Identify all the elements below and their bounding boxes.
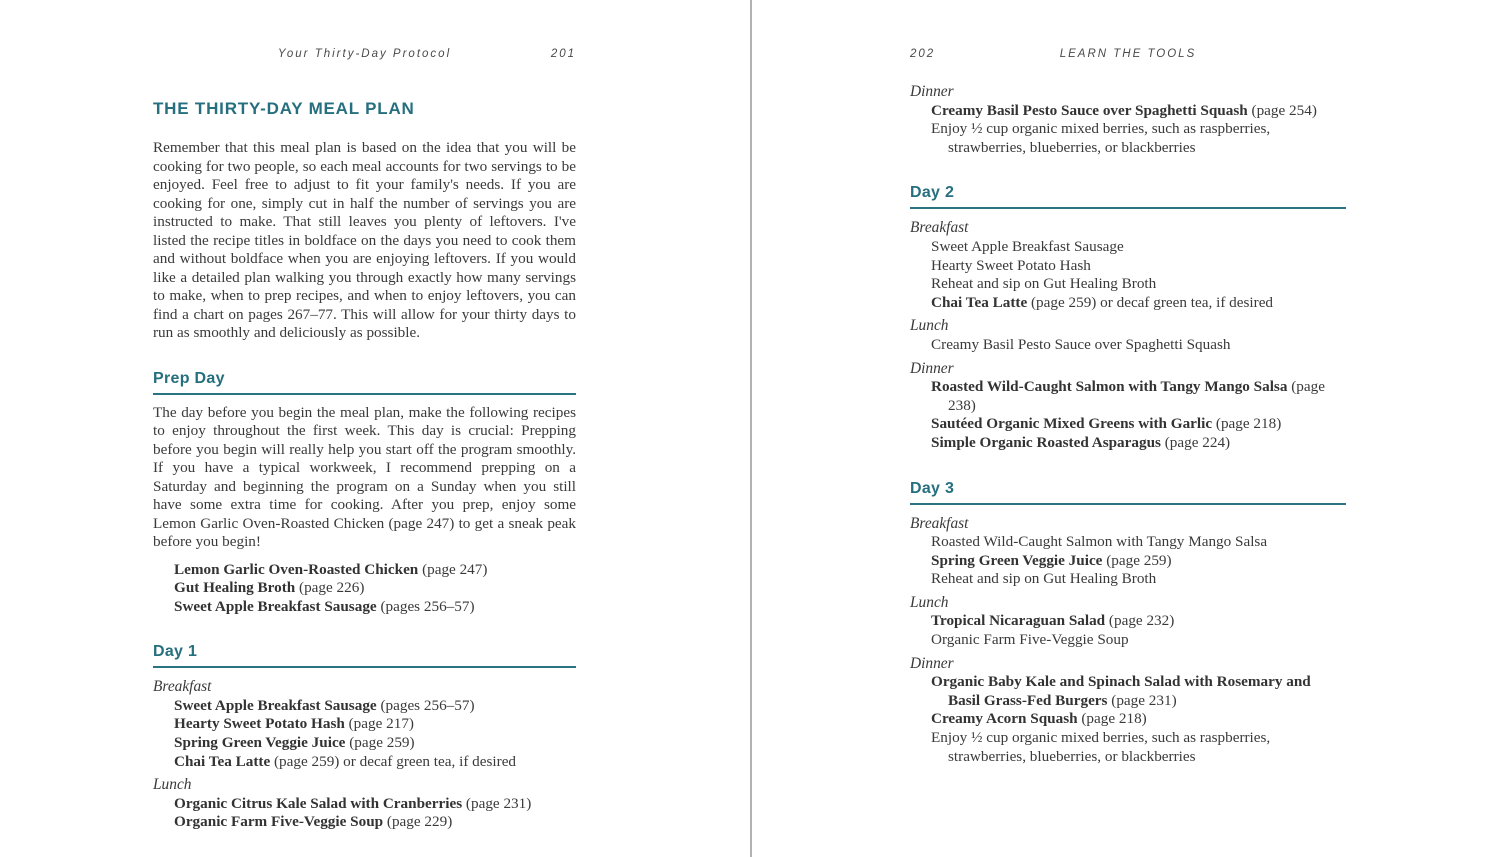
meal-label: Lunch: [153, 776, 192, 794]
recipe-item: Enjoy ½ cup organic mixed berries, such as raspberries, strawberries, blueberries, or blackberries: [931, 120, 1271, 156]
running-head-title: Your Thirty-Day Protocol: [277, 48, 452, 60]
recipe-item: Organic Citrus Kale Salad with Cranberries (page 231): [174, 794, 532, 812]
heading-rule: [153, 393, 576, 395]
recipe-item: Organic Farm Five-Veggie Soup (page 229): [174, 813, 453, 831]
recipe-item: Hearty Sweet Potato Hash (page 217): [174, 715, 414, 733]
recipe-item: Roasted Wild-Caught Salmon with Tangy Mango Salsa (page 238): [931, 378, 1325, 414]
page-right: [752, 0, 1500, 857]
recipe-item: Lemon Garlic Oven-Roasted Chicken (page 247): [174, 560, 488, 578]
recipe-item: Hearty Sweet Potato Hash: [931, 256, 1091, 274]
recipe-item: Chai Tea Latte (page 259) or decaf green tea, if desired: [931, 293, 1274, 311]
section-heading: Prep Day: [153, 369, 225, 387]
recipe-item: Reheat and sip on Gut Healing Broth: [931, 570, 1157, 588]
recipe-item: Creamy Acorn Squash (page 218): [931, 710, 1147, 728]
recipe-item: Tropical Nicaraguan Salad (page 232): [931, 612, 1175, 630]
meal-label: Breakfast: [153, 678, 212, 696]
recipe-item: Sweet Apple Breakfast Sausage (pages 256–57): [174, 696, 475, 714]
left-content: [153, 48, 576, 832]
right-content: [910, 48, 1346, 766]
left-sections: [153, 370, 576, 833]
meal-label: Lunch: [910, 317, 949, 335]
recipe-item: Sautéed Organic Mixed Greens with Garlic (page 218): [931, 415, 1282, 433]
running-head-title: LEARN THE TOOLS: [1059, 48, 1197, 60]
recipe-item: Gut Healing Broth (page 226): [174, 579, 365, 597]
heading-rule: [153, 666, 576, 668]
right-sections: [910, 83, 1346, 766]
heading-rule: [910, 207, 1346, 209]
section-heading: Day 1: [153, 643, 198, 661]
heading-rule: [910, 503, 1346, 505]
recipe-list: [153, 561, 576, 617]
recipe-item: Organic Baby Kale and Spinach Salad with Rosemary and Basil Grass-Fed Burgers (page 231): [931, 673, 1311, 709]
running-head-left: [153, 48, 576, 62]
meal-label: Dinner: [910, 83, 954, 100]
recipe-item: Creamy Basil Pesto Sauce over Spaghetti Squash: [931, 335, 1231, 353]
recipe-item: Organic Farm Five-Veggie Soup: [931, 631, 1129, 649]
chapter-title: THE THIRTY-DAY MEAL PLAN: [153, 99, 415, 118]
recipe-item: Spring Green Veggie Juice (page 259): [931, 551, 1172, 569]
meal-label: Breakfast: [910, 219, 969, 237]
recipe-item: Reheat and sip on Gut Healing Broth: [931, 275, 1157, 293]
recipe-item: Sweet Apple Breakfast Sausage (pages 256–57): [174, 597, 475, 615]
page-number-left: 201: [550, 48, 576, 60]
section-paragraph: The day before you begin the meal plan, make the following recipes to enjoy throughout the first week. This day is crucial: Prepping before you begin will really help you start off the program smoothly. If you have a typical workweek, I recommend prepping on a Saturday and beginning the program on a Sunday when you still have some extra time for cooking. After you prep, enjoy some Lemon Garlic Oven-Roasted Chicken (page 247) to get a sneak peak before you begin!: [153, 403, 576, 550]
section-heading: Day 2: [910, 184, 955, 202]
recipe-item: Chai Tea Latte (page 259) or decaf green tea, if desired: [174, 752, 517, 770]
recipe-item: Roasted Wild-Caught Salmon with Tangy Mango Salsa: [931, 533, 1268, 551]
intro-paragraph: Remember that this meal plan is based on the idea that you will be cooking for two people, so each meal accounts for two servings to be enjoyed. Feel free to adjust to fit your family's needs. If you are cooking for one, simply cut in half the number of servings you are instructed to make. That still leaves you plenty of leftovers. I've listed the recipe titles in boldface on the days you need to cook them and without boldface when you are enjoying leftovers. If you would like a detailed plan walking you through exactly how many servings to make, when to prep recipes, and when to enjoy leftovers, you can find a chart on pages 267–77. This will allow for your thirty days to run as smoothly and deliciously as possible.: [153, 139, 576, 341]
recipe-item: Creamy Basil Pesto Sauce over Spaghetti Squash (page 254): [931, 101, 1317, 119]
recipe-item: Enjoy ½ cup organic mixed berries, such as raspberries, strawberries, blueberries, or blackberries: [931, 729, 1271, 765]
section-heading: Day 3: [910, 479, 955, 497]
recipe-item: Spring Green Veggie Juice (page 259): [174, 734, 415, 752]
recipe-item: Sweet Apple Breakfast Sausage: [931, 237, 1124, 255]
recipe-item: Simple Organic Roasted Asparagus (page 224): [931, 433, 1231, 451]
page-number-right: 202: [910, 48, 936, 60]
meal-label: Dinner: [910, 654, 954, 672]
meal-label: Lunch: [910, 593, 949, 611]
running-head-right: [910, 48, 1346, 62]
meal-label: Breakfast: [910, 514, 969, 532]
meal-label: Dinner: [910, 359, 954, 377]
